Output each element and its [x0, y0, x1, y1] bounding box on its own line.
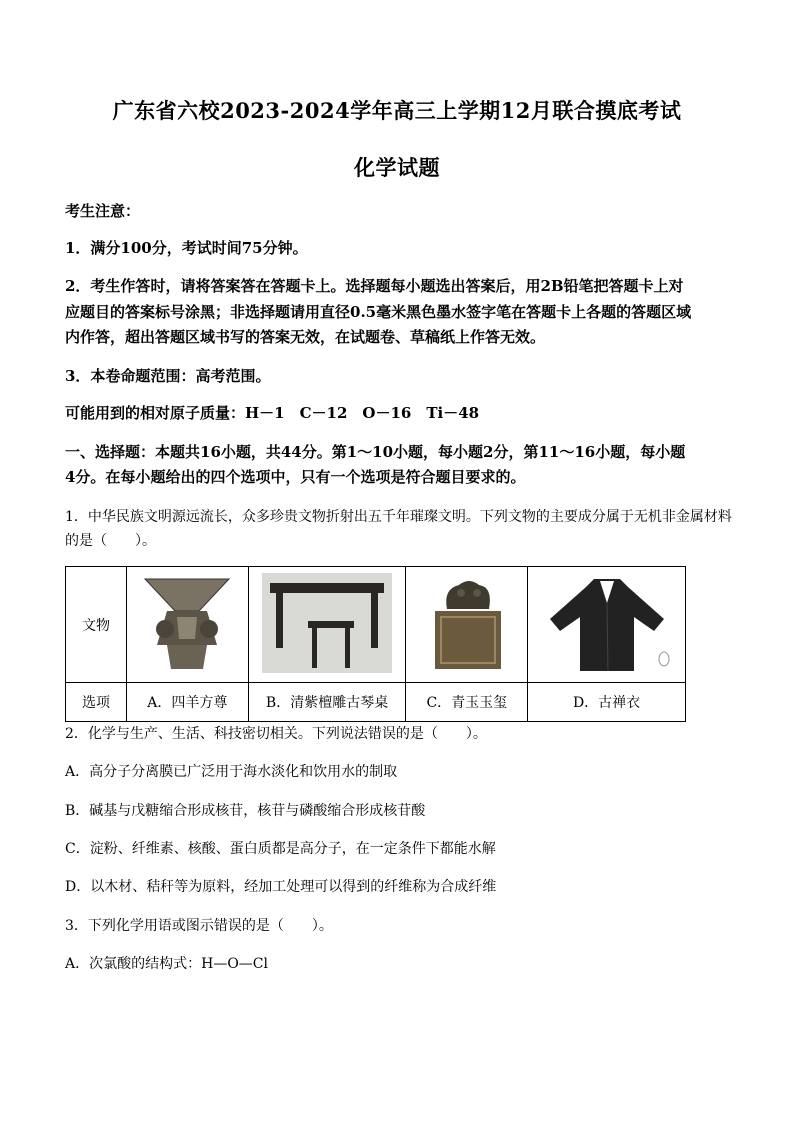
option-d-label: D．古禅衣 — [528, 683, 686, 722]
q2-option-b: B．碱基与戊糖缩合形成核苷，核苷与磷酸缩合形成核苷酸 — [65, 803, 426, 819]
row1-header: 文物 — [66, 567, 127, 683]
q2-option-a: A．高分子分离膜已广泛用于海水淡化和饮用水的制取 — [65, 764, 398, 780]
option-b-label: B．清紫檀雕古琴桌 — [248, 683, 406, 722]
q1-line2: 的是（ ）。 — [65, 533, 156, 549]
artifact-a-cell — [127, 567, 249, 683]
artifact-d-cell — [528, 567, 686, 683]
option-c-label: C．青玉玉玺 — [406, 683, 528, 722]
notice-header: 考生注意： — [65, 202, 141, 220]
jade-seal-image — [417, 573, 517, 673]
atomic-mass-line: 可能用到的相对原子质量：H－1 C－12 O－16 Ti－48 — [65, 404, 480, 422]
notice-2-line1: 2．考生作答时，请将答案答在答题卡上。选择题每小题选出答案后，用2B铅笔把答题卡上对 — [65, 277, 684, 295]
section1-line1: 一、选择题：本题共16小题，共44分。第1～10小题，每小题2分，第11～16小题，每小题 — [65, 443, 686, 461]
section1-line2: 4分。在每小题给出的四个选项中，只有一个选项是符合题目要求的。 — [65, 468, 526, 486]
artifact-image-row — [66, 567, 686, 683]
option-a-label: A．四羊方尊 — [127, 683, 249, 722]
exam-title: 广东省六校2023-2024学年高三上学期12月联合摸底考试 — [112, 98, 682, 123]
q2-option-d: D．以木材、秸秆等为原料，经加工处理可以得到的纤维称为合成纤维 — [65, 879, 497, 895]
zitan-table-image — [262, 573, 392, 673]
artifact-table — [65, 566, 686, 722]
artifact-label-row — [66, 683, 686, 722]
q1-line1: 1．中华民族文明源远流长，众多珍贵文物折射出五千年璀璨文明。下列文物的主要成分属于无机非金属材料 — [65, 509, 732, 525]
notice-1: 1．满分100分，考试时间75分钟。 — [65, 239, 308, 257]
artifact-b-cell — [248, 567, 406, 683]
notice-3: 3．本卷命题范围：高考范围。 — [65, 367, 271, 385]
notice-2-line3: 内作答，超出答题区域书写的答案无效，在试题卷、草稿纸上作答无效。 — [65, 328, 546, 346]
bronze-zun-image — [137, 573, 237, 673]
q3-stem: 3．下列化学用语或图示错误的是（ ）。 — [65, 918, 333, 934]
notice-2-line2: 应题目的答案标号涂黑；非选择题请用直径0.5毫米黑色墨水签字笔在答题卡上各题的答题区域 — [65, 303, 692, 321]
ancient-robe-image — [542, 573, 672, 673]
row2-header: 选项 — [66, 683, 127, 722]
q2-stem: 2．化学与生产、生活、科技密切相关。下列说法错误的是（ ）。 — [65, 726, 487, 742]
q2-option-c: C．淀粉、纤维素、核酸、蛋白质都是高分子，在一定条件下都能水解 — [65, 841, 496, 857]
q3-option-a: A．次氯酸的结构式：H—O—Cl — [65, 956, 268, 972]
exam-subtitle: 化学试题 — [354, 155, 440, 180]
artifact-c-cell — [406, 567, 528, 683]
